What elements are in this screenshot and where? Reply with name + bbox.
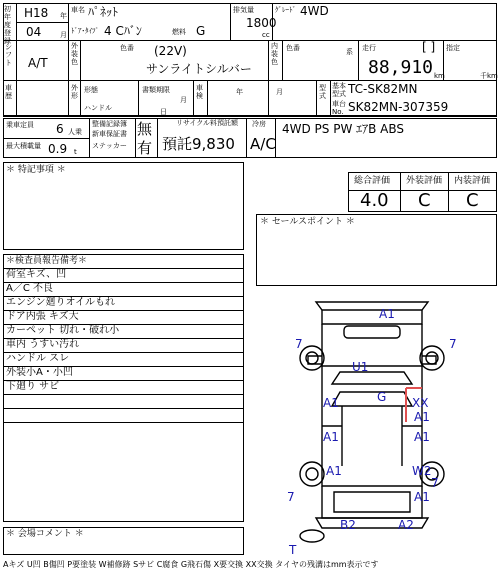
door-type: 4 Cﾊﾞﾝ — [104, 24, 142, 38]
inspection-month-label: 月 — [276, 88, 283, 96]
legend: Aキズ U凹 B傷凹 P要塗装 W補修跡 Sサビ C腐食 G飛石傷 X要交換 XX交換 タイヤの残溝はmm表示です — [3, 560, 379, 569]
special-notes-title: ＊ 特記事項 ＊ — [6, 165, 66, 175]
car-name: ﾊﾟﾈｯﾄ — [88, 5, 119, 19]
fuel-label: 燃料 — [172, 28, 186, 36]
maintenance-value: 無 — [137, 120, 153, 138]
capacity: 6 — [56, 122, 64, 136]
mark-right-rear-door: A1 — [414, 430, 430, 444]
mark-spare: T — [289, 543, 297, 557]
grade: 4WD — [300, 4, 329, 18]
fuel: G — [196, 24, 206, 38]
vehicle-inspection-label: 車検 — [196, 84, 203, 100]
year-suffix: 年 — [60, 12, 67, 20]
interior-score: C — [466, 190, 479, 211]
displacement-unit: cc — [262, 31, 270, 39]
basic-model: TC-SK82MN — [348, 82, 418, 96]
year-era: H18 — [24, 6, 49, 20]
history-label: 車歴 — [5, 84, 12, 100]
mark-right-quarter-a1: A1 — [414, 490, 430, 504]
color-name: サンライトシルバー — [146, 62, 252, 76]
maintenance-label: 整備記録簿 — [92, 120, 127, 128]
inspector-note: ドア内張 キズ大 — [6, 311, 79, 322]
mark-rear-left: B2 — [340, 518, 356, 532]
inspector-note: 荷室キズ、凹 — [6, 269, 67, 280]
equipment: 4WD PS PW ｴｱB ABS — [282, 122, 405, 136]
displacement-label: 排気量 — [233, 6, 254, 14]
mileage-label: 走行 — [362, 44, 376, 52]
mileage-unit: km — [434, 72, 445, 80]
mark-left-front-door: A1 — [323, 396, 339, 410]
mark-left-rear-door: A1 — [323, 430, 339, 444]
sticker-value: 有 — [137, 139, 153, 157]
overall-score: 4.0 — [360, 190, 389, 211]
special-notes-box — [3, 162, 244, 250]
mileage-brackets: [ ] — [422, 40, 436, 54]
inspector-note: 車内 うすい汚れ — [6, 339, 80, 350]
capacity-unit: 人乗 — [68, 128, 82, 136]
door-type-label: ﾄﾞｱ･ﾀｲﾌﾟ — [71, 27, 99, 35]
basic-model-label: 基本型式 — [332, 82, 346, 98]
mark-tire-rr: 7 — [431, 476, 439, 490]
mark-rear-right: A2 — [398, 518, 414, 532]
venue-comment-title: ＊ 会場コメント ＊ — [6, 529, 84, 539]
mark-hood: U1 — [352, 360, 369, 374]
mark-tire-rl: 7 — [287, 490, 295, 504]
mark-tire-fr: 7 — [449, 337, 457, 351]
inspection-label: 指定 — [446, 44, 460, 52]
shape-label: 形態 — [84, 86, 98, 94]
sales-point-title: ＊ セールスポイント ＊ — [260, 217, 355, 227]
grade-label: ｸﾞﾚｰﾄﾞ — [275, 6, 296, 14]
mileage: 88,910 — [368, 57, 434, 78]
chassis-label: 車台No. — [332, 100, 346, 116]
inspection-unit: 千km — [480, 72, 498, 80]
mark-left-quarter: A1 — [326, 464, 342, 478]
color-code: (22V) — [154, 44, 187, 58]
overall-label: 総合評価 — [354, 176, 391, 186]
exterior-score: C — [418, 190, 431, 211]
chassis-number: SK82MN-307359 — [348, 100, 449, 114]
book-day-label: 日 — [160, 108, 167, 116]
ext-shape-label: 外形 — [71, 84, 78, 100]
inspector-note: 外装小A・小凹 — [6, 367, 73, 378]
interior-label: 内装評価 — [454, 176, 491, 186]
mile-mark: 系 — [346, 48, 353, 56]
inspector-note: エンジン廻りオイルもれ — [6, 297, 115, 308]
inspection-year-label: 年 — [236, 88, 243, 96]
max-load: 0.9 — [48, 142, 68, 156]
inspector-note: ハンドル スレ — [6, 353, 70, 364]
capacity-label: 乗車定員 — [6, 121, 34, 129]
mark-right-door-a1: A1 — [414, 410, 430, 424]
car-name-label: 車名 — [71, 6, 85, 14]
color-label: 色番 — [120, 44, 134, 52]
recycle-label: リサイクル料預託額 — [176, 119, 239, 127]
sticker-label: ステッカー — [92, 142, 127, 150]
first-reg-label: 初年度登録 — [4, 5, 11, 45]
reg-month: 04 — [26, 25, 42, 39]
exterior-label: 外装評価 — [406, 176, 443, 186]
shift: A/T — [28, 56, 48, 70]
inspector-notes-title: ＊検査員報告備考＊ — [6, 256, 88, 266]
inspector-note: A／C 不良 — [6, 283, 54, 294]
int-color-num-label: 色番 — [286, 44, 300, 52]
handle-label: ハンドル — [84, 104, 112, 112]
ext-color-label: 外装色 — [71, 42, 78, 66]
mark-tire-fl: 7 — [295, 337, 303, 351]
book-label: 書類期限 — [142, 86, 170, 94]
inspector-note: 下廻り サビ — [6, 381, 60, 392]
new-car-label: 新車保証書 — [92, 130, 127, 138]
mark-right-quarter-w2: W2 — [412, 464, 432, 478]
type-label: 型式 — [319, 84, 326, 100]
inspector-note: カーペット 切れ・破れ小 — [6, 325, 120, 336]
max-load-unit: t — [74, 148, 77, 156]
car-diagram — [282, 296, 462, 558]
aircon-label: 冷房 — [252, 120, 266, 128]
mark-right-door-xx: XX — [412, 396, 429, 410]
mark-roof: G — [377, 390, 387, 404]
recycle-value: 預託9,830 — [162, 135, 235, 153]
book-month-label: 月 — [180, 96, 187, 104]
int-color-label: 内装色 — [271, 42, 278, 66]
shift-label: シフト — [5, 43, 12, 67]
max-load-label: 最大積載量 — [6, 142, 41, 150]
month-suffix: 月 — [60, 31, 67, 39]
mark-top-front: A1 — [379, 307, 395, 321]
aircon-value: A/C — [250, 135, 276, 153]
displacement: 1800 — [246, 16, 277, 30]
